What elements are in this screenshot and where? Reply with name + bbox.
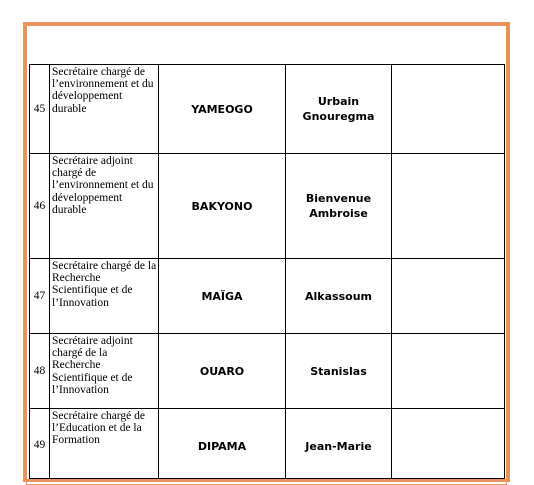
table-row [30,65,505,154]
empty-cell [392,334,505,409]
table-row [30,334,505,409]
first-name: Urbain Gnouregma [286,65,392,154]
empty-cell [392,65,505,154]
table-row [30,259,505,334]
row-number: 45 [30,65,50,154]
row-number: 49 [30,409,50,479]
row-number: 46 [30,154,50,259]
position-title: Secrétaire chargé de la Recherche Scientifique et de l’Innovation [50,259,159,334]
position-title: Secrétaire chargé de l’environnement et du développement durable [50,65,159,154]
first-name: Jean-Marie [286,409,392,479]
empty-cell [392,259,505,334]
last-name: DIPAMA [159,409,286,479]
first-name: Alkassoum [286,259,392,334]
row-number: 47 [30,259,50,334]
position-title: Secrétaire chargé de l’Education et de la Formation [50,409,159,479]
position-title: Secrétaire adjoint chargé de la Recherche Scientifique et de l’Innovation [50,334,159,409]
last-name: MAÏGA [159,259,286,334]
empty-cell [392,409,505,479]
row-number: 48 [30,334,50,409]
first-name: Stanislas [286,334,392,409]
table-row [30,154,505,259]
last-name: YAMEOGO [159,65,286,154]
last-name: OUARO [159,334,286,409]
last-name: BAKYONO [159,154,286,259]
table-row [30,409,505,479]
first-name: Bienvenue Ambroise [286,154,392,259]
position-title: Secrétaire adjoint chargé de l’environnement et du développement durable [50,154,159,259]
members-table [29,64,505,479]
empty-cell [392,154,505,259]
